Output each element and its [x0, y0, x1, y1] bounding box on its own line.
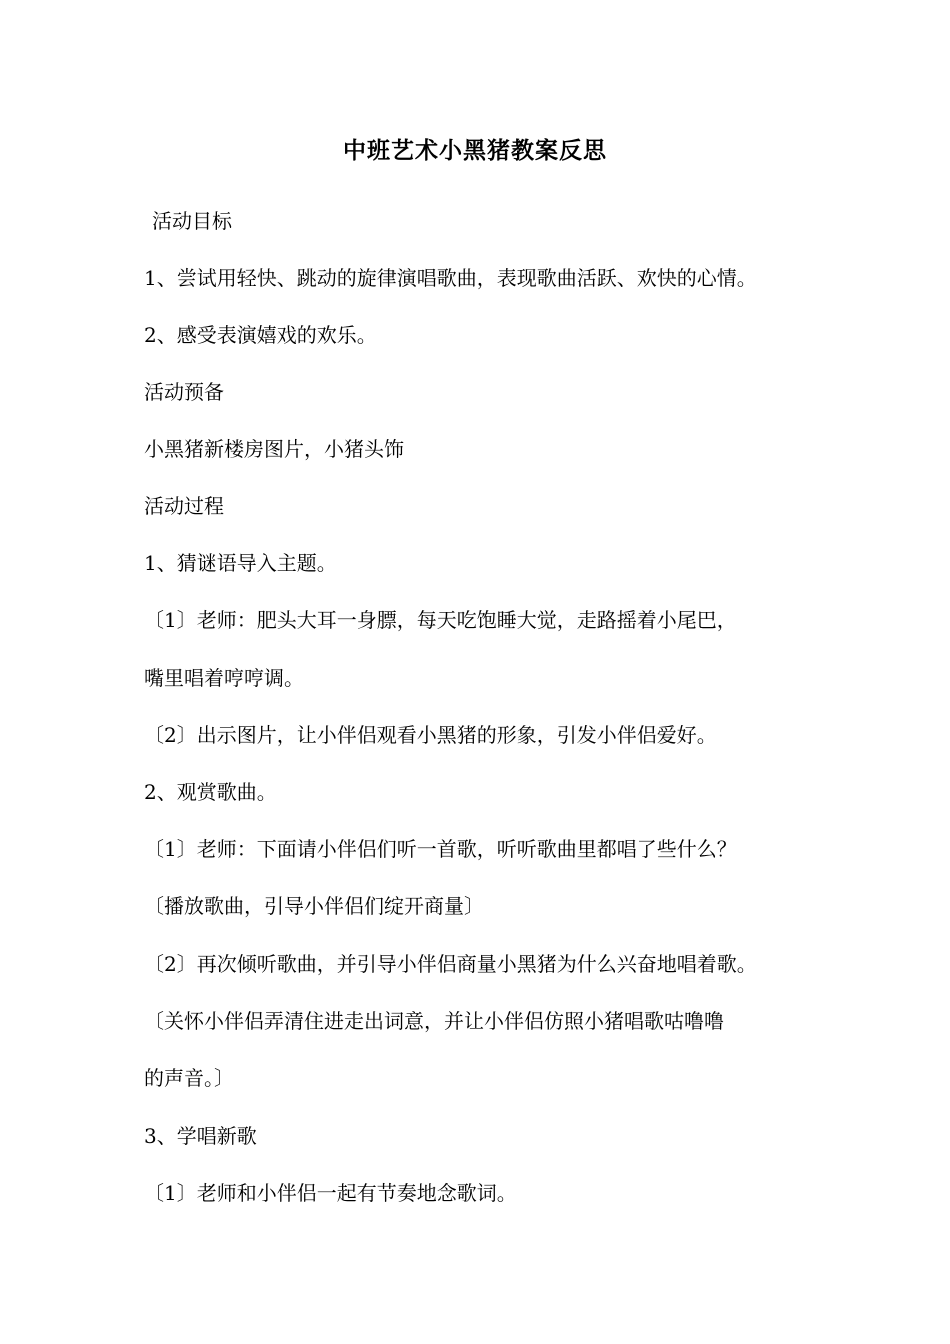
paragraph-line: 2、观赏歌曲。	[144, 780, 277, 804]
section-heading-process: 活动过程	[144, 494, 224, 518]
section-heading-preparation: 活动预备	[144, 380, 224, 404]
paragraph-line: 〔1〕老师和小伴侣一起有节奏地念歌词。	[144, 1181, 517, 1205]
document-title: 中班艺术小黑猪教案反思	[343, 137, 607, 164]
paragraph-line: 〔播放歌曲，引导小伴侣们绽开商量〕	[144, 894, 484, 918]
paragraph-line: 〔1〕老师：肥头大耳一身膘，每天吃饱睡大觉，走路摇着小尾巴，	[144, 608, 737, 632]
section-heading-goals: 活动目标	[152, 209, 232, 233]
paragraph-line: 〔关怀小伴侣弄清住进走出词意，并让小伴侣仿照小猪唱歌咕噜噜	[144, 1009, 724, 1033]
paragraph-line: 3、学唱新歌	[144, 1124, 257, 1148]
paragraph-line: 嘴里唱着哼哼调。	[144, 666, 304, 690]
paragraph-line: 〔2〕再次倾听歌曲，并引导小伴侣商量小黑猪为什么兴奋地唱着歌。	[144, 952, 757, 976]
paragraph-line: 2、感受表演嬉戏的欢乐。	[144, 323, 377, 347]
paragraph-line: 〔2〕出示图片，让小伴侣观看小黑猪的形象，引发小伴侣爱好。	[144, 723, 717, 747]
paragraph-line: 〔1〕老师：下面请小伴侣们听一首歌，听听歌曲里都唱了些什么？	[144, 837, 737, 861]
paragraph-line: 1、尝试用轻快、跳动的旋律演唱歌曲，表现歌曲活跃、欢快的心情。	[144, 266, 757, 290]
paragraph-line: 小黑猪新楼房图片，小猪头饰	[144, 437, 404, 461]
paragraph-line: 1、猜谜语导入主题。	[144, 551, 337, 575]
paragraph-line: 的声音。〕	[144, 1066, 234, 1090]
